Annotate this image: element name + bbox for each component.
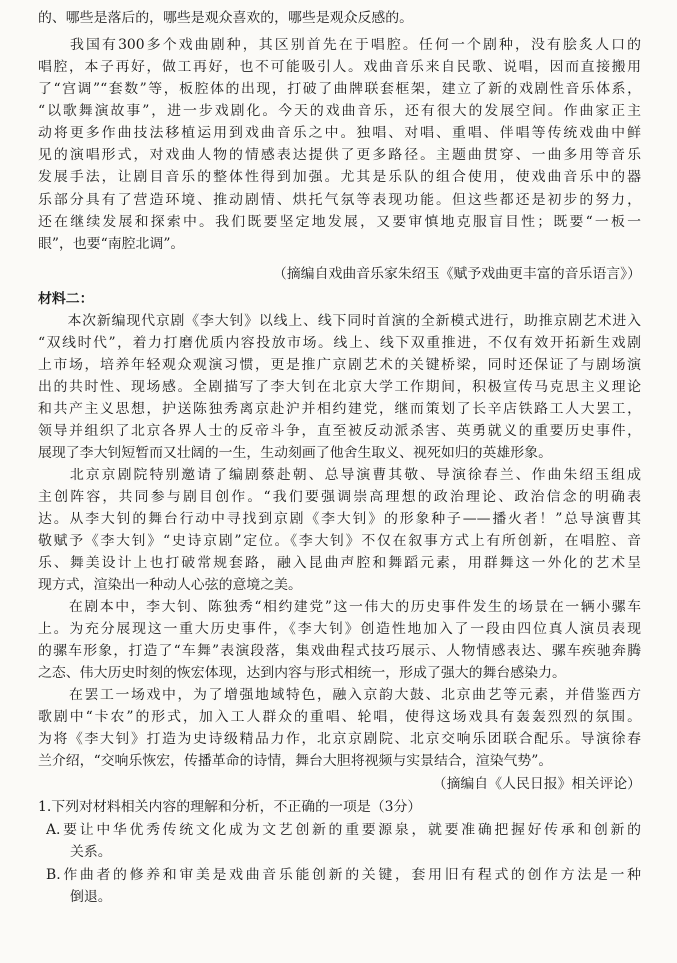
text-line: 敬赋予《李大钊》“史诗京剧”定位。《李大钊》不仅在叙事方式上有所创新，在唱腔、音 <box>38 533 641 549</box>
text-line: 达。从李大钊的舞台行动中寻找到京剧《李大钊》的形象种子——播火者！”总导演曹其 <box>38 511 641 527</box>
text-line: 发展手法，让剧目音乐的整体性得到加强。尤其是乐队的组合使用，使戏曲音乐中的器 <box>38 169 641 185</box>
text-line: 歌剧中“卡农”的形式，加入工人群众的重唱、轮唱，使得这场戏具有轰轰烈烈的氛围。 <box>38 709 641 725</box>
material-two-heading: 材料二： <box>38 291 94 307</box>
source-citation-two: （摘编自《人民日报》相关评论） <box>432 776 641 792</box>
text-line: 兰介绍，“交响乐恢宏，传播革命的诗情，舞台大胆将视频与实景结合，渲染气势”。 <box>38 753 553 769</box>
option-b: B.作曲者的修养和审美是戏曲音乐能创新的关键，套用旧有程式的创作方法是一种 <box>46 867 641 883</box>
text-line: 了“宫调”“套数”等，板腔体的出现，打破了曲牌联套框架，建立了新的戏剧性音乐体系， <box>38 81 641 97</box>
text-line: 和共产主义思想，护送陈独秀离京赴沪并相约建党，继而策划了长辛店铁路工人大罢工， <box>38 401 641 417</box>
text-line: 的、哪些是落后的，哪些是观众喜欢的，哪些是观众反感的。 <box>38 10 414 26</box>
source-citation-one: （摘编自戏曲音乐家朱绍玉《赋予戏曲更丰富的音乐语言》） <box>272 266 641 282</box>
text-line: 上。为充分展现这一重大历史事件，《李大钊》创造性地加入了一段由四位真人演员表现 <box>38 621 641 637</box>
text-line: 现方式，渲染出一种动人心弦的意境之美。 <box>38 577 302 593</box>
text-line: 之态、伟大历史时刻的恢宏体现，达到内容与形式相统一，形成了强大的舞台感染力。 <box>38 665 566 681</box>
text-line: 眼”，也要“南腔北调”。 <box>38 236 185 252</box>
text-line: 乐、舞美设计上也打破常规套路，融入昆曲声腔和舞蹈元素，用群舞这一外化的艺术呈 <box>38 555 641 571</box>
text-line: 在罢工一场戏中，为了增强地域特色，融入京韵大鼓、北京曲艺等元素，并借鉴西方 <box>38 687 641 703</box>
option-a-continued: 关系。 <box>70 844 112 860</box>
text-line: 本次新编现代京剧《李大钊》以线上、线下同时首演的全新模式进行，助推京剧艺术进入 <box>38 313 641 329</box>
text-line: 出的共时性、现场感。全剧描写了李大钊在北京大学工作期间，积极宣传马克思主义理论 <box>38 379 641 395</box>
text-line: “以歌舞演故事”，进一步戏剧化。今天的戏曲音乐，还有很大的发展空间。作曲家正主 <box>38 103 641 119</box>
text-line: 在剧本中，李大钊、陈独秀“相约建党”这一伟大的历史事件发生的场景在一辆小骡车 <box>38 599 641 615</box>
text-line: 唱腔，本子再好，做工再好，也不可能吸引人。戏曲音乐来自民歌、说唱，因而直接搬用 <box>38 59 641 75</box>
text-line: 主创阵容，共同参与剧目创作。“我们要强调崇高理想的政治理论、政治信念的明确表 <box>38 489 641 505</box>
text-line: 动将更多作曲技法移植运用到戏曲音乐之中。独唱、对唱、重唱、伴唱等传统戏曲中鲜 <box>38 125 641 141</box>
option-a: A.要让中华优秀传统文化成为文艺创新的重要源泉，就要准确把握好传承和创新的 <box>46 822 641 838</box>
text-line: 领导并组织了北京各界人士的反帝斗争，直至被反动派杀害、英勇就义的重要历史事件， <box>38 423 641 439</box>
text-line: 的骡车形象，打造了“车舞”表演段落，集戏曲程式技巧展示、人物情感表达、骡车疾驰奔腾 <box>38 643 641 659</box>
text-line: 乐部分具有了营造环境、推动剧情、烘托气氛等表现功能。但这些都还是初步的努力， <box>38 192 641 208</box>
text-line: “双线时代”，着力打磨优质内容投放市场。线上、线下双重推进，不仅有效开拓新生戏剧 <box>38 335 641 351</box>
text-line: 北京京剧院特别邀请了编剧蔡赴朝、总导演曹其敬、导演徐春兰、作曲朱绍玉组成 <box>38 467 641 483</box>
question-stem: 1.下列对材料相关内容的理解和分析，不正确的一项是（3分） <box>38 799 422 815</box>
text-line: 我国有300多个戏曲剧种，其区别首先在于唱腔。任何一个剧种，没有脍炙人口的 <box>38 37 641 53</box>
text-line: 上市场，培养年轻观众观演习惯，更是推广京剧艺术的关键桥梁，同时还保证了与剧场演 <box>38 357 641 373</box>
option-b-continued: 倒退。 <box>70 889 112 905</box>
text-line: 还在继续发展和探索中。我们既要坚定地发展，又要审慎地克服盲目性；既要“一板一 <box>38 214 641 230</box>
text-line: 见的演唱形式，对戏曲人物的情感表达提供了更多路径。主题曲贯穿、一曲多用等音乐 <box>38 147 641 163</box>
text-line: 展现了李大钊短暂而又壮阔的一生，生动刻画了他舍生取义、视死如归的英雄形象。 <box>38 445 552 461</box>
text-line: 为将《李大钊》打造为史诗级精品力作，北京京剧院、北京交响乐团联合配乐。导演徐春 <box>38 731 641 747</box>
